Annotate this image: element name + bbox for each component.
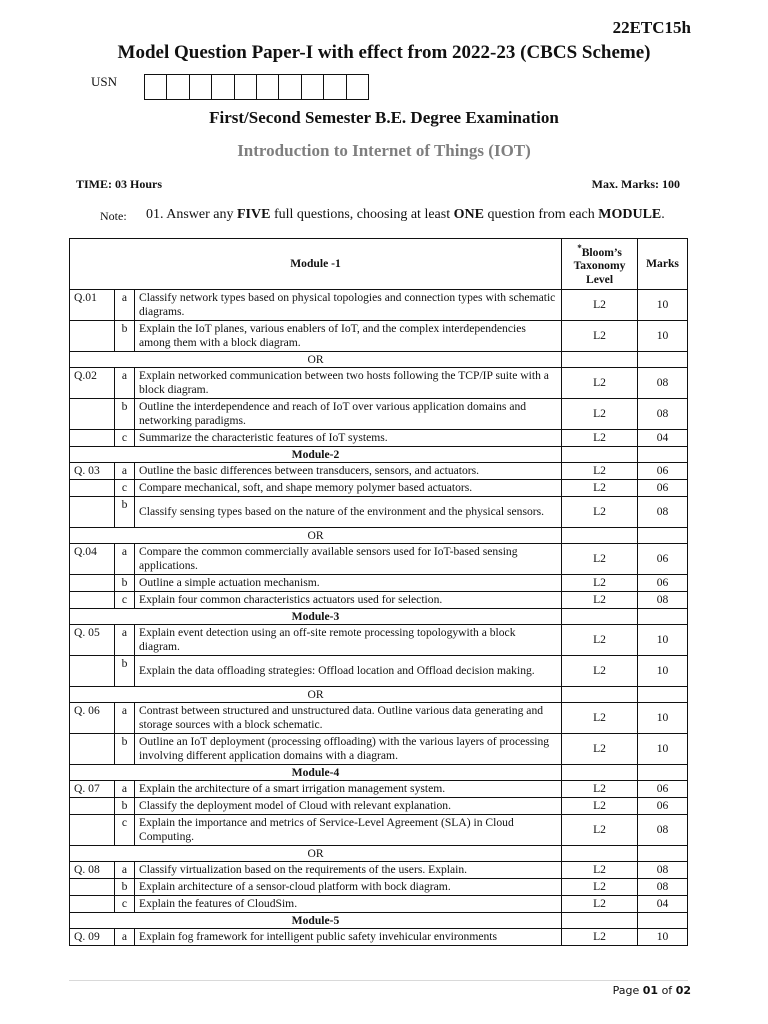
sub-question-letter: b: [115, 321, 135, 352]
question-table: [69, 238, 688, 946]
sub-question-letter: c: [115, 815, 135, 846]
question-marks: 10: [638, 734, 688, 765]
question-text: Explain the importance and metrics of Service-Level Agreement (SLA) in Cloud Computing.: [135, 815, 562, 846]
sub-question-letter: b: [115, 399, 135, 430]
paper-title: Model Question Paper-I with effect from 2022-23 (CBCS Scheme): [117, 42, 651, 63]
blooms-level: L2: [562, 480, 638, 497]
module-heading: Module-4: [70, 765, 562, 781]
question-marks: 06: [638, 544, 688, 575]
question-number: Q.01: [70, 290, 115, 321]
usn-box: [166, 74, 189, 100]
question-number: [70, 798, 115, 815]
marks-header: Marks: [638, 239, 688, 290]
question-row: [70, 399, 688, 430]
module-heading: Module-3: [70, 609, 562, 625]
blooms-level: L2: [562, 781, 638, 798]
question-number: [70, 480, 115, 497]
question-text: Classify virtualization based on the requirements of the users. Explain.: [135, 862, 562, 879]
question-marks: 06: [638, 480, 688, 497]
question-marks: 10: [638, 321, 688, 352]
or-label: OR: [70, 846, 562, 862]
blooms-level-header: *Bloom’s Taxonomy Level: [562, 239, 638, 290]
or-separator-row: [70, 687, 688, 703]
question-row: [70, 896, 688, 913]
sub-question-letter: b: [115, 575, 135, 592]
module-heading-row: [70, 765, 688, 781]
blooms-level: L2: [562, 625, 638, 656]
blooms-level: L2: [562, 734, 638, 765]
sub-question-letter: c: [115, 592, 135, 609]
sub-question-letter: c: [115, 430, 135, 447]
empty-cell: [638, 913, 688, 929]
question-number: [70, 879, 115, 896]
question-row: [70, 480, 688, 497]
question-text: Explain architecture of a sensor-cloud platform with bock diagram.: [135, 879, 562, 896]
question-text: Compare mechanical, soft, and shape memory polymer based actuators.: [135, 480, 562, 497]
footer-rule: [69, 980, 688, 981]
sub-question-letter: a: [115, 929, 135, 946]
max-marks: Max. Marks: 100: [591, 177, 680, 191]
question-row: [70, 430, 688, 447]
subject-heading: Introduction to Internet of Things (IOT): [237, 141, 531, 160]
question-number: Q. 03: [70, 463, 115, 480]
question-number: [70, 430, 115, 447]
empty-cell: [638, 687, 688, 703]
page-number: Page 01 of 02: [612, 984, 691, 997]
question-marks: 08: [638, 592, 688, 609]
question-marks: 08: [638, 862, 688, 879]
sub-question-letter: a: [115, 703, 135, 734]
sub-question-letter: a: [115, 862, 135, 879]
sub-question-letter: c: [115, 896, 135, 913]
usn-box: [323, 74, 346, 100]
question-marks: 06: [638, 575, 688, 592]
question-row: [70, 592, 688, 609]
question-number: [70, 656, 115, 687]
module-heading-row: [70, 447, 688, 463]
sub-question-letter: a: [115, 625, 135, 656]
question-row: [70, 321, 688, 352]
empty-cell: [562, 846, 638, 862]
or-label: OR: [70, 528, 562, 544]
usn-box: [189, 74, 212, 100]
semester-heading: First/Second Semester B.E. Degree Examination: [209, 108, 559, 127]
empty-cell: [562, 765, 638, 781]
note-text: 01. Answer any FIVE full questions, choosing at least ONE question from each MODULE.: [146, 207, 665, 222]
blooms-level: L2: [562, 896, 638, 913]
question-text: Classify the deployment model of Cloud with relevant explanation.: [135, 798, 562, 815]
sub-question-letter: a: [115, 781, 135, 798]
table-header-row: [70, 239, 688, 290]
question-text: Explain event detection using an off-site remote processing topologywith a block diagram.: [135, 625, 562, 656]
question-row: [70, 815, 688, 846]
question-marks: 10: [638, 290, 688, 321]
question-text: Explain fog framework for intelligent public safety invehicular environments: [135, 929, 562, 946]
question-number: Q. 06: [70, 703, 115, 734]
sub-question-letter: b: [115, 656, 135, 687]
question-row: [70, 625, 688, 656]
module-heading-row: [70, 609, 688, 625]
empty-cell: [562, 528, 638, 544]
question-text: Explain the features of CloudSim.: [135, 896, 562, 913]
question-marks: 08: [638, 879, 688, 896]
or-label: OR: [70, 687, 562, 703]
empty-cell: [562, 609, 638, 625]
module-heading-row: [70, 913, 688, 929]
or-label: OR: [70, 352, 562, 368]
question-row: [70, 798, 688, 815]
question-row: [70, 290, 688, 321]
question-number: Q. 05: [70, 625, 115, 656]
question-row: [70, 497, 688, 528]
question-marks: 08: [638, 368, 688, 399]
question-row: [70, 656, 688, 687]
question-row: [70, 929, 688, 946]
sub-question-letter: a: [115, 463, 135, 480]
question-marks: 10: [638, 656, 688, 687]
blooms-level: L2: [562, 463, 638, 480]
question-row: [70, 575, 688, 592]
or-separator-row: [70, 352, 688, 368]
question-text: Outline the interdependence and reach of IoT over various application domains and networking paradigms.: [135, 399, 562, 430]
blooms-level: L2: [562, 368, 638, 399]
blooms-level: L2: [562, 430, 638, 447]
question-row: [70, 879, 688, 896]
empty-cell: [638, 352, 688, 368]
question-text: Outline the basic differences between transducers, sensors, and actuators.: [135, 463, 562, 480]
blooms-level: L2: [562, 815, 638, 846]
empty-cell: [638, 528, 688, 544]
sub-question-letter: c: [115, 480, 135, 497]
question-number: Q.04: [70, 544, 115, 575]
question-text: Contrast between structured and unstructured data. Outline various data generating and storage sources with a block schematic.: [135, 703, 562, 734]
question-number: [70, 575, 115, 592]
empty-cell: [562, 447, 638, 463]
blooms-level: L2: [562, 929, 638, 946]
blooms-level: L2: [562, 575, 638, 592]
empty-cell: [562, 352, 638, 368]
question-row: [70, 862, 688, 879]
question-row: [70, 734, 688, 765]
question-marks: 10: [638, 929, 688, 946]
usn-box: [256, 74, 279, 100]
question-text: Outline a simple actuation mechanism.: [135, 575, 562, 592]
question-text: Classify network types based on physical topologies and connection types with schematic diagrams.: [135, 290, 562, 321]
blooms-level: L2: [562, 497, 638, 528]
sub-question-letter: b: [115, 879, 135, 896]
usn-box: [301, 74, 324, 100]
blooms-level: L2: [562, 656, 638, 687]
question-text: Explain the architecture of a smart irrigation management system.: [135, 781, 562, 798]
question-marks: 04: [638, 896, 688, 913]
blooms-level: L2: [562, 798, 638, 815]
usn-box: [278, 74, 301, 100]
question-row: [70, 544, 688, 575]
blooms-level: L2: [562, 862, 638, 879]
module-1-heading: Module -1: [70, 239, 562, 290]
question-number: [70, 399, 115, 430]
blooms-level: L2: [562, 879, 638, 896]
question-text: Classify sensing types based on the nature of the environment and the physical sensors.: [135, 497, 562, 528]
question-marks: 08: [638, 815, 688, 846]
sub-question-letter: b: [115, 798, 135, 815]
empty-cell: [638, 846, 688, 862]
question-number: Q. 09: [70, 929, 115, 946]
empty-cell: [638, 609, 688, 625]
question-number: [70, 592, 115, 609]
exam-time: TIME: 03 Hours: [76, 177, 163, 191]
question-row: [70, 463, 688, 480]
module-heading: Module-5: [70, 913, 562, 929]
sub-question-letter: b: [115, 734, 135, 765]
module-heading: Module-2: [70, 447, 562, 463]
question-marks: 04: [638, 430, 688, 447]
blooms-level: L2: [562, 703, 638, 734]
usn-box: [346, 74, 369, 100]
blooms-level: L2: [562, 544, 638, 575]
usn-label: USN: [91, 74, 118, 89]
question-number: [70, 497, 115, 528]
question-marks: 10: [638, 625, 688, 656]
question-number: Q.02: [70, 368, 115, 399]
question-text: Explain the data offloading strategies: Offload location and Offload decision making.: [135, 656, 562, 687]
usn-box: [234, 74, 257, 100]
sub-question-letter: a: [115, 544, 135, 575]
question-marks: 06: [638, 463, 688, 480]
blooms-level: L2: [562, 399, 638, 430]
question-text: Explain four common characteristics actuators used for selection.: [135, 592, 562, 609]
question-number: [70, 734, 115, 765]
or-separator-row: [70, 528, 688, 544]
question-number: Q. 07: [70, 781, 115, 798]
question-number: [70, 896, 115, 913]
paper-code: 22ETC15h: [612, 18, 691, 37]
question-marks: 06: [638, 798, 688, 815]
blooms-level: L2: [562, 592, 638, 609]
or-separator-row: [70, 846, 688, 862]
question-marks: 08: [638, 399, 688, 430]
question-marks: 08: [638, 497, 688, 528]
empty-cell: [562, 913, 638, 929]
question-number: [70, 321, 115, 352]
blooms-level: L2: [562, 290, 638, 321]
question-text: Outline an IoT deployment (processing offloading) with the various layers of processing involving different application domains with a diagram.: [135, 734, 562, 765]
empty-cell: [562, 687, 638, 703]
question-text: Summarize the characteristic features of IoT systems.: [135, 430, 562, 447]
question-marks: 06: [638, 781, 688, 798]
sub-question-letter: a: [115, 290, 135, 321]
blooms-level: L2: [562, 321, 638, 352]
usn-box: [211, 74, 234, 100]
question-number: Q. 08: [70, 862, 115, 879]
sub-question-letter: a: [115, 368, 135, 399]
note-label: Note:: [100, 209, 127, 223]
question-marks: 10: [638, 703, 688, 734]
usn-boxes: [145, 74, 369, 100]
question-row: [70, 781, 688, 798]
usn-box: [144, 74, 167, 100]
sub-question-letter: b: [115, 497, 135, 528]
question-text: Compare the common commercially available sensors used for IoT-based sensing applications.: [135, 544, 562, 575]
empty-cell: [638, 765, 688, 781]
question-row: [70, 368, 688, 399]
empty-cell: [638, 447, 688, 463]
question-row: [70, 703, 688, 734]
question-text: Explain the IoT planes, various enablers of IoT, and the complex interdependencies among them with a block diagram.: [135, 321, 562, 352]
question-text: Explain networked communication between two hosts following the TCP/IP suite with a block diagram.: [135, 368, 562, 399]
question-number: [70, 815, 115, 846]
